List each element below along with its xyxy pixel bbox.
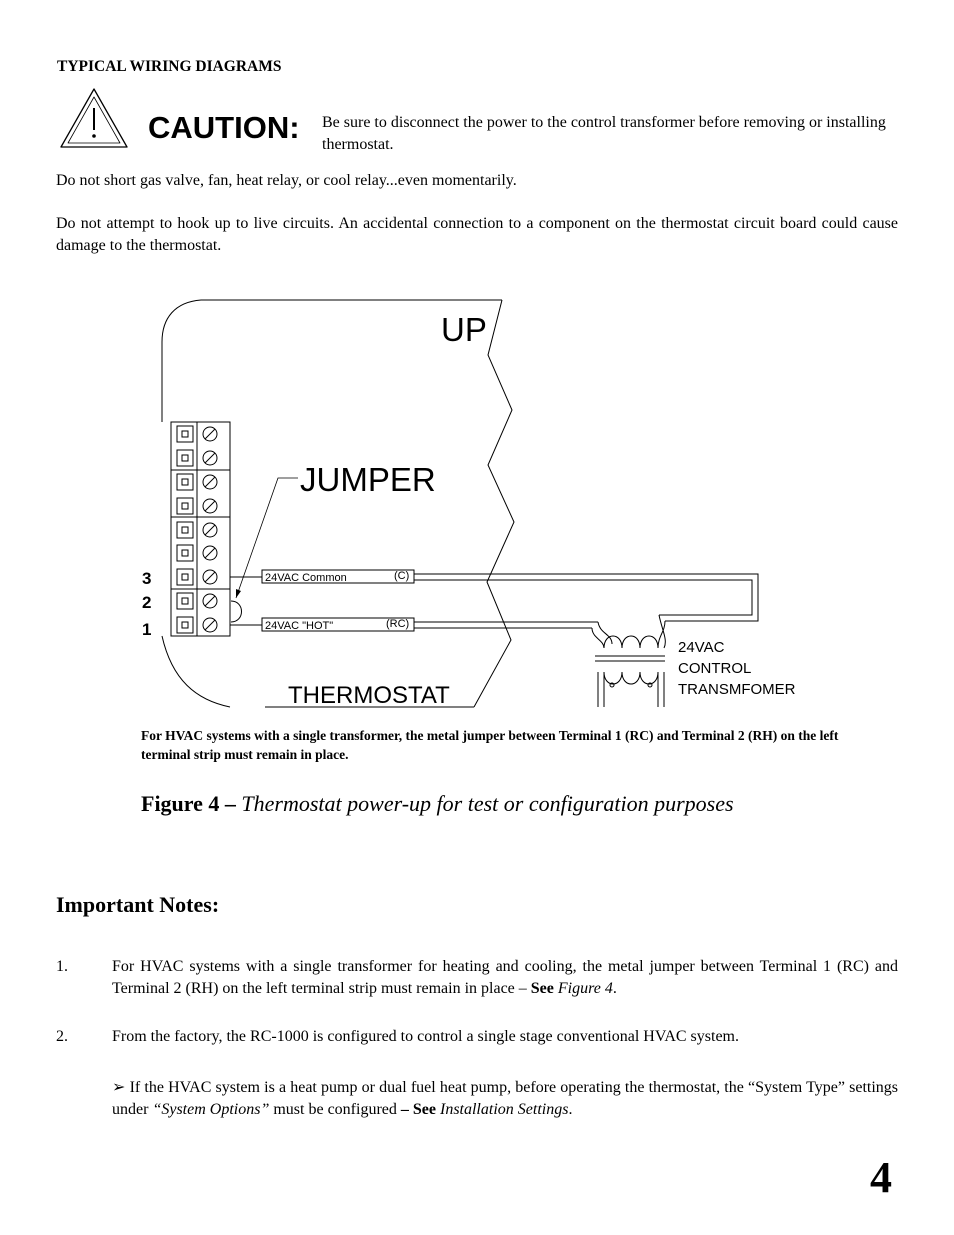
terminal-socket <box>177 522 193 538</box>
up-label: UP <box>441 311 487 348</box>
terminal-socket <box>177 450 193 466</box>
terminal-socket <box>177 545 193 561</box>
note-text-2: From the factory, the RC-1000 is configured to control a single stage conventional HVAC system. <box>112 1028 739 1045</box>
terminal-screw-slot <box>205 620 215 630</box>
figure-number: Figure 4 – <box>141 791 236 816</box>
terminal-socket-inner <box>182 455 188 461</box>
terminal-screw-slot <box>205 501 215 511</box>
caution-label: CAUTION: <box>148 110 300 145</box>
section-heading: TYPICAL WIRING DIAGRAMS <box>57 58 282 75</box>
wire-common-label: 24VAC Common <box>265 572 347 584</box>
bullet-arrow-icon: ➢ <box>112 1079 126 1096</box>
warning-triangle-icon <box>58 86 130 150</box>
figure-reference-link: Figure 4 <box>557 980 613 997</box>
terminal-screw-slot <box>205 429 215 439</box>
terminal-socket-inner <box>182 527 188 533</box>
note-number-2: 2. <box>56 1028 68 1045</box>
terminal-number-3: 3 <box>142 569 152 588</box>
transformer-label-3: TRANSMFOMER <box>678 681 796 698</box>
transformer-symbol <box>592 615 665 707</box>
terminal-screw-slot <box>205 525 215 535</box>
terminal-number-2: 2 <box>142 593 152 612</box>
transformer-label-1: 24VAC <box>678 639 725 656</box>
warning-paragraph-short: Do not short gas valve, fan, heat relay, or cool relay...even momentarily. <box>56 172 517 189</box>
terminal-socket <box>177 617 193 633</box>
wire-common-code: (C) <box>394 570 410 582</box>
terminal-socket <box>177 474 193 490</box>
jumper-label: JUMPER <box>300 461 436 498</box>
wire-hot-code: (RC) <box>386 618 410 630</box>
terminal-socket <box>177 569 193 585</box>
figure-caption <box>141 791 734 817</box>
terminal-socket <box>177 426 193 442</box>
terminal-screw-slot <box>205 596 215 606</box>
notes-heading: Important Notes: <box>56 892 220 917</box>
thermostat-label: THERMOSTAT <box>288 682 450 709</box>
terminal-socket-inner <box>182 622 188 628</box>
terminal-screw-slot <box>205 548 215 558</box>
terminal-socket-inner <box>182 479 188 485</box>
transformer-label-2: CONTROL <box>678 660 752 677</box>
note-text-1: For HVAC systems with a single transformer for heating and cooling, the metal jumper between Terminal 1 (RC) and Terminal 2 (RH) on the left terminal strip must remain in place – See Figure 4. <box>112 958 898 997</box>
terminal-socket-inner <box>182 503 188 509</box>
warning-paragraph-live-circuits: Do not attempt to hook up to live circuits. An accidental connection to a component on the thermostat circuit board could cause damage to the thermostat. <box>56 215 898 254</box>
page-number: 4 <box>870 1153 892 1202</box>
terminal-screw-slot <box>205 453 215 463</box>
figure-description: Thermostat power-up for test or configuration purposes <box>235 791 734 816</box>
jumper-loop <box>231 601 242 622</box>
wiring-diagram <box>0 280 954 720</box>
terminal-screw-slot <box>205 572 215 582</box>
caution-text: Be sure to disconnect the power to the control transformer before removing or installing thermostat. <box>322 114 886 153</box>
note-number-1: 1. <box>56 958 68 975</box>
terminal-socket <box>177 498 193 514</box>
terminal-number-1: 1 <box>142 620 152 639</box>
terminal-socket-inner <box>182 550 188 556</box>
wire-hot-label: 24VAC "HOT" <box>265 620 334 632</box>
terminal-socket <box>177 593 193 609</box>
figure-note: For HVAC systems with a single transformer, the metal jumper between Terminal 1 (RC) and Terminal 2 (RH) on the left terminal strip must remain in place. <box>141 728 839 762</box>
terminal-socket-inner <box>182 574 188 580</box>
note-bullet: ➢ If the HVAC system is a heat pump or dual fuel heat pump, before operating the thermostat, the “System Type” settings under “System Options” must be configured – See Installation Settings. <box>112 1079 899 1118</box>
terminal-screw-slot <box>205 477 215 487</box>
installation-settings-reference: Installation Settings <box>439 1101 569 1118</box>
terminal-socket-inner <box>182 431 188 437</box>
terminal-socket-inner <box>182 598 188 604</box>
